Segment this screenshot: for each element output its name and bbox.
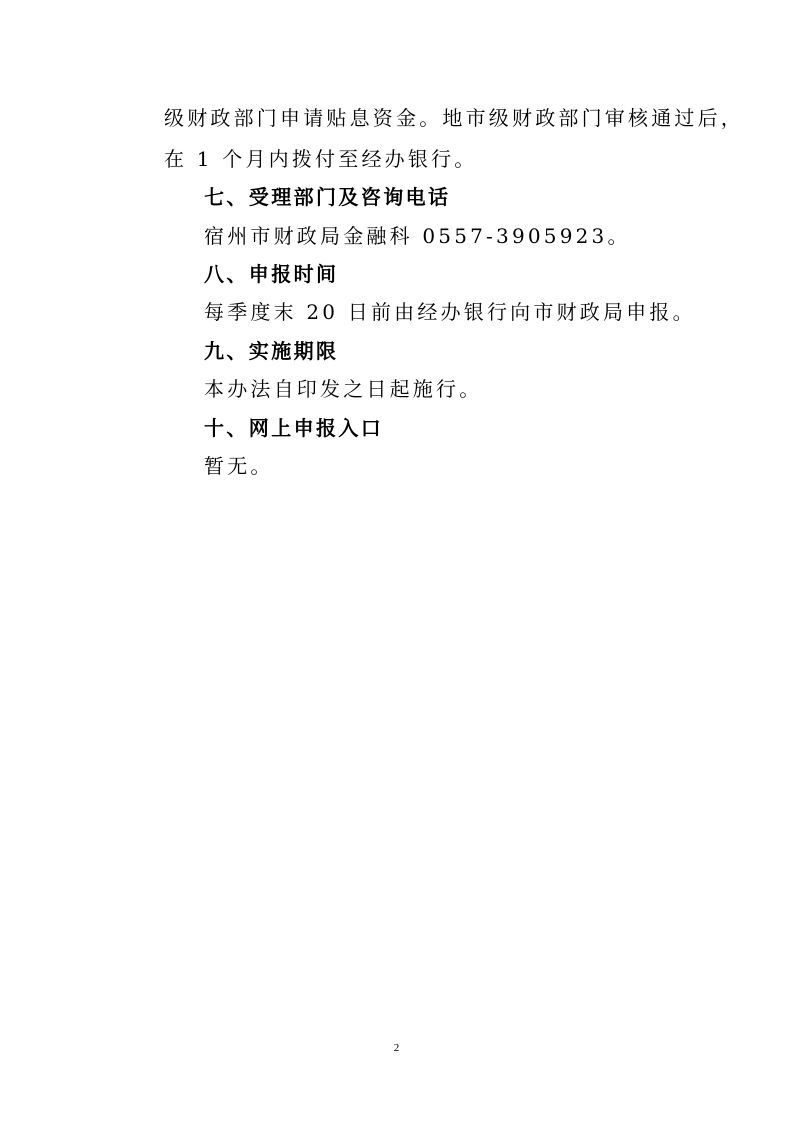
body-text-line: 在 1 个月内拨付至经办银行。 xyxy=(164,147,478,171)
online-application-text: 暂无。 xyxy=(204,454,274,478)
section-heading-online-application: 十、网上申报入口 xyxy=(204,416,384,440)
body-text-line: 级财政部门申请贴息资金。地市级财政部门审核通过后， xyxy=(164,106,744,130)
implementation-period-text: 本办法自印发之日起施行。 xyxy=(204,377,483,401)
contact-info: 宿州市财政局金融科 0557-3905923。 xyxy=(204,224,631,248)
application-time-text: 每季度末 20 日前由经办银行向市财政局申报。 xyxy=(204,300,696,324)
section-heading-contact: 七、受理部门及咨询电话 xyxy=(204,185,451,209)
page-number: 2 xyxy=(393,1042,400,1054)
section-heading-application-time: 八、申报时间 xyxy=(204,262,339,286)
section-heading-implementation-period: 九、实施期限 xyxy=(204,339,339,363)
